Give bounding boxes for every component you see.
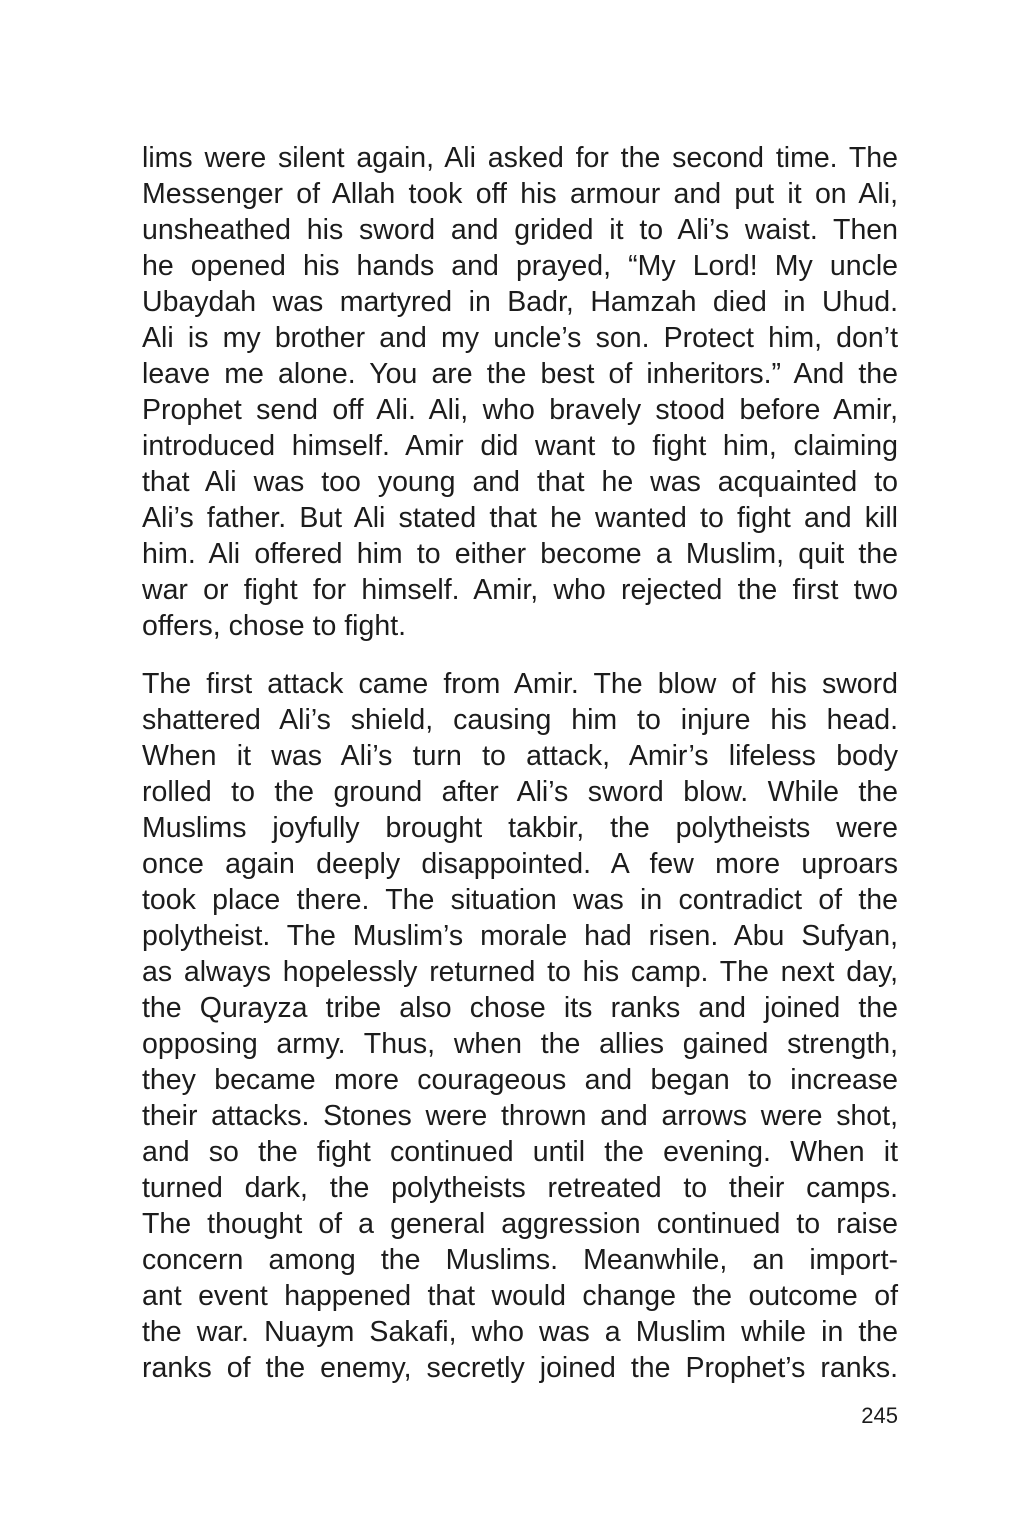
text-line: him. Ali offered him to either become a Muslim, quit the — [142, 538, 898, 570]
text-line: lims were silent again, Ali asked for the second time. The — [142, 142, 898, 174]
text-line: Muslims joyfully brought takbir, the polytheists were — [142, 812, 898, 844]
text-line: took place there. The situation was in contradict of the — [142, 884, 898, 916]
text-line: offers, chose to fight. — [142, 610, 407, 642]
text-line: ant event happened that would change the outcome of — [142, 1280, 898, 1312]
text-line: introduced himself. Amir did want to fight him, claiming — [142, 430, 898, 462]
text-line: the Qurayza tribe also chose its ranks and joined the — [142, 992, 898, 1024]
text-line: Ali’s father. But Ali stated that he wanted to fight and kill — [142, 502, 898, 534]
text-line: unsheathed his sword and grided it to Ali’s waist. Then — [142, 214, 898, 246]
paragraph-2 — [142, 666, 898, 1386]
text-line: leave me alone. You are the best of inheritors.” And the — [142, 358, 898, 390]
text-line: once again deeply disappointed. A few more uproars — [142, 848, 898, 880]
paragraph-1 — [142, 140, 898, 644]
text-line: opposing army. Thus, when the allies gained strength, — [142, 1028, 898, 1060]
text-line: Messenger of Allah took off his armour and put it on Ali, — [142, 178, 898, 210]
text-line: concern among the Muslims. Meanwhile, an import- — [142, 1244, 898, 1276]
text-line: rolled to the ground after Ali’s sword blow. While the — [142, 776, 898, 808]
text-line: as always hopelessly returned to his camp. The next day, — [142, 956, 898, 988]
text-line: ranks of the enemy, secretly joined the Prophet’s ranks. — [142, 1352, 898, 1384]
text-line: shattered Ali’s shield, causing him to injure his head. — [142, 704, 898, 736]
text-line: Ubaydah was martyred in Badr, Hamzah died in Uhud. — [142, 286, 898, 318]
text-line: When it was Ali’s turn to attack, Amir’s lifeless body — [142, 740, 898, 772]
page-number: 245 — [861, 1403, 898, 1428]
text-line: and so the fight continued until the evening. When it — [142, 1136, 898, 1168]
text-line: the war. Nuaym Sakafi, who was a Muslim while in the — [142, 1316, 898, 1348]
text-line: polytheist. The Muslim’s morale had risen. Abu Sufyan, — [142, 920, 898, 952]
text-line: Ali is my brother and my uncle’s son. Protect him, don’t — [142, 322, 898, 354]
text-line: their attacks. Stones were thrown and arrows were shot, — [142, 1100, 898, 1132]
text-line: turned dark, the polytheists retreated to their camps. — [142, 1172, 898, 1204]
text-line: that Ali was too young and that he was acquainted to — [142, 466, 898, 498]
text-line: war or fight for himself. Amir, who rejected the first two — [142, 574, 898, 606]
text-line: Prophet send off Ali. Ali, who bravely stood before Amir, — [142, 394, 898, 426]
text-line: The first attack came from Amir. The blow of his sword — [142, 668, 898, 700]
text-line: they became more courageous and began to increase — [142, 1064, 898, 1096]
paragraph-spacer — [142, 644, 898, 666]
text-line: he opened his hands and prayed, “My Lord! My uncle — [142, 250, 898, 282]
text-column — [142, 140, 898, 1386]
text-line: The thought of a general aggression continued to raise — [142, 1208, 898, 1240]
